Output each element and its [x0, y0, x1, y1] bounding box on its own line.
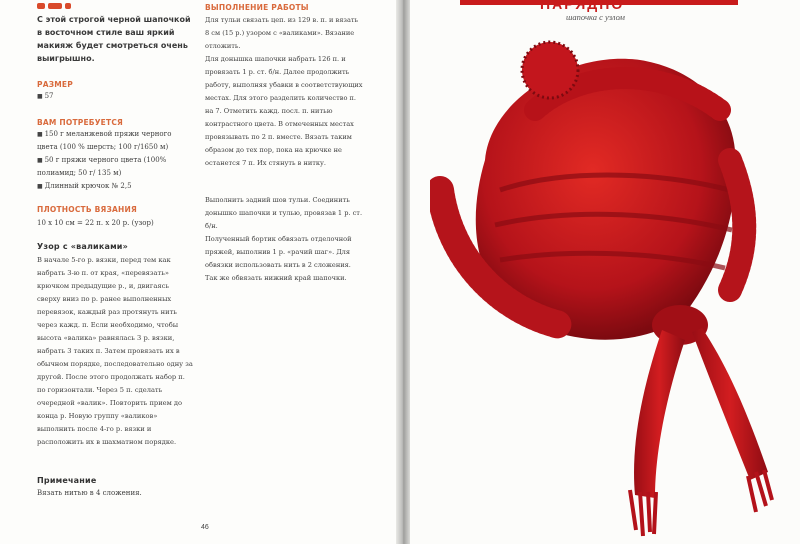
intro-text: С этой строгой черной шапочкой в восточном стиле ваш яркий макияж будет смотреться очень выигрышно.: [37, 15, 191, 63]
pattern-text: В начале 5-го р. вязки, перед тем как набрать 3-ю п. от края, «перевязать» крючком предыдущие р., и, двигаясь сверху вниз по р. ранее выполненных перевязок, каждый раз протянуть нить через кажд. п. Если необходимо, чтобы высота «валика» равнялась 3 р. вязки, набрать 3 таких п. Затем провязать их в обычном порядке, последовательно одну за другой. После этого продолжать набор п. по горизонтали. Через 5 п. сделать очередной «валик». Повторить прием до конца р. Новую группу «валиков» выполнить после 4-го р. вязки и расположить их в шахматном порядке.: [37, 256, 193, 446]
size-heading: РАЗМЕР: [37, 80, 73, 89]
work-paragraph: Полученный бортик обвязать отделочной пряжей, выполнив 1 р. «рачий шаг». Для обвязки использовать нить в 2 сложения. Так же обвязать нижний край шапочки.: [205, 235, 352, 282]
materials-item: ■ Длинный крючок № 2,5: [37, 180, 193, 193]
note-text: Вязать нитью в 4 сложения.: [37, 489, 142, 497]
red-knitted-hat-photo: [430, 40, 800, 544]
page-number: 46: [201, 524, 209, 531]
pattern-heading: Узор с «валиками»: [37, 242, 128, 251]
header-subtitle: шапочка с узлом: [566, 12, 625, 22]
materials-heading: ВАМ ПОТРЕБУЕТСЯ: [37, 118, 124, 127]
book-gutter: [396, 0, 410, 544]
work-paragraph: Выполнить задний шов тульи. Соединить донышко шапочки и тулью, провязав 1 р. ст. б/н.: [205, 196, 363, 230]
work-heading: ВЫПОЛНЕНИЕ РАБОТЫ: [205, 3, 309, 12]
materials-item: ■ 50 г пряжи черного цвета (100% полиамид; 50 г/ 135 м): [37, 154, 193, 180]
density-heading: ПЛОТНОСТЬ ВЯЗАНИЯ: [37, 205, 137, 214]
materials-item: ■ 150 г меланжевой пряжи черного цвета (100 % шерсть; 100 г/1650 м): [37, 128, 193, 154]
note-heading: Примечание: [37, 476, 97, 485]
density-value: 10 х 10 см = 22 п. х 20 р. (узор): [37, 219, 154, 227]
size-value: ■ 57: [37, 90, 54, 103]
header-title: НАРЯДНО: [540, 0, 625, 12]
tab-marks: [37, 3, 71, 9]
work-paragraph: Для донышка шапочки набрать 126 п. и провязать 1 р. ст. б/н. Далее продолжить работу, выполняя убавки в соответствующих местах. Для этого разделить количество п. на 7. Отметить кажд. посл. п. нитью контрастного цвета. В отмеченных местах провязывать по 2 п. вместе. Вязать таким образом до тех пор, пока на крючке не останется 7 п. Их стянуть в нитку.: [205, 55, 363, 167]
work-paragraph: Для тульи связать цеп. из 129 в. п. и вязать 8 см (15 р.) узором с «валиками». Вязание отложить.: [205, 16, 359, 50]
